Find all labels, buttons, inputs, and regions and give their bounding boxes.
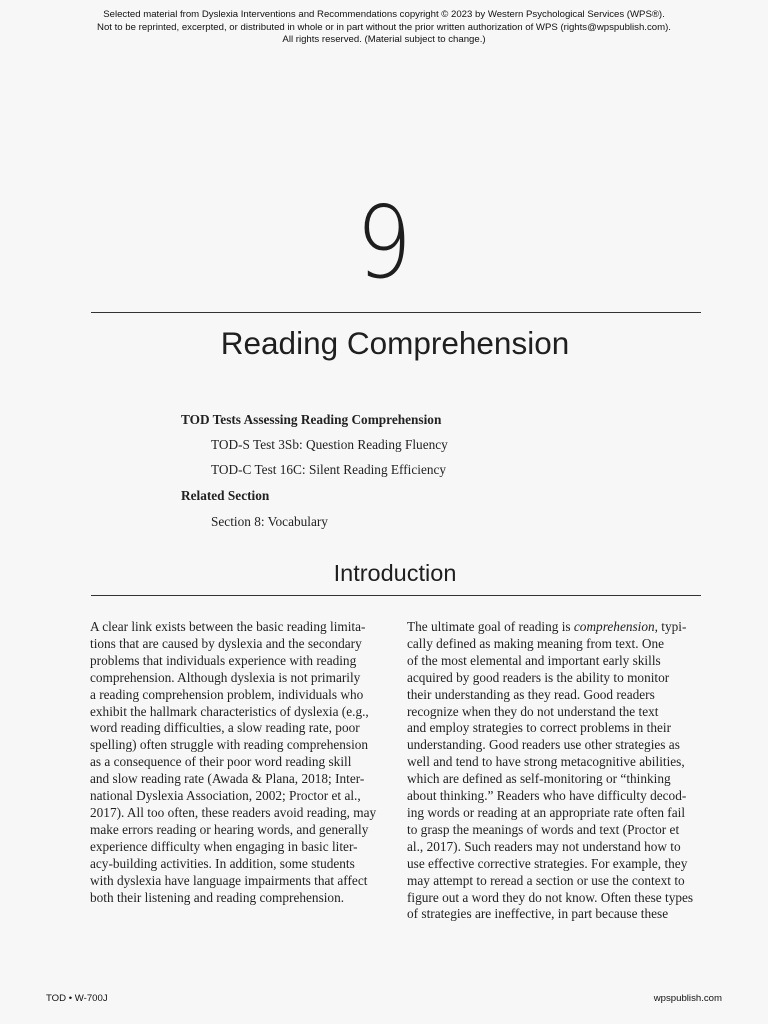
chapter-number: 9 bbox=[356, 184, 412, 301]
footer-product-code: TOD • W-700J bbox=[46, 993, 108, 1004]
body-line: well and tend to have strong metacognitive abilities, bbox=[407, 754, 685, 770]
body-line: ing words or reading at an appropriate rate often fail bbox=[407, 804, 686, 820]
body-line: tions that are caused by dyslexia and the secondary bbox=[90, 635, 362, 651]
body-column-left bbox=[90, 619, 390, 906]
body-line: acy-building activities. In addition, some students bbox=[90, 855, 355, 871]
body-line: their understanding as they read. Good readers bbox=[407, 686, 655, 702]
body-line: which are defined as self-monitoring or “thinking bbox=[407, 771, 671, 787]
copyright-line: Selected material from Dyslexia Interventions and Recommendations copyright © 2023 by Western Psychological Services (WPS®). bbox=[103, 9, 665, 20]
body-line: both their listening and reading comprehension. bbox=[90, 889, 345, 905]
body-line: make errors reading or hearing words, and generally bbox=[90, 821, 369, 837]
body-line: national Dyslexia Association, 2002; Proctor et al., bbox=[90, 788, 361, 804]
body-text: The ultimate goal of reading is bbox=[407, 619, 574, 634]
section-title: Introduction bbox=[333, 560, 457, 586]
body-column-right bbox=[407, 619, 707, 923]
copyright-notice bbox=[0, 9, 768, 47]
body-line: acquired by good readers is the ability to monitor bbox=[407, 669, 670, 685]
body-line: spelling) often struggle with reading comprehension bbox=[90, 737, 369, 753]
body-line: experience difficulty when engaging in basic liter- bbox=[90, 838, 358, 854]
test-item: TOD-S Test 3Sb: Question Reading Fluency bbox=[211, 437, 448, 453]
body-line: use effective corrective strategies. For example, they bbox=[407, 855, 688, 871]
body-line: recognize when they do not understand the text bbox=[407, 703, 659, 719]
body-line: A clear link exists between the basic reading limita- bbox=[90, 619, 366, 634]
body-line: a reading comprehension problem, individuals who bbox=[90, 686, 364, 702]
related-section-heading: Related Section bbox=[181, 487, 270, 503]
body-line: and slow reading rate (Awada & Plana, 2018; Inter- bbox=[90, 771, 365, 787]
body-line: problems that individuals experience with reading bbox=[90, 652, 357, 668]
footer-website-link[interactable]: wpspublish.com bbox=[653, 993, 722, 1004]
copyright-line: All rights reserved. (Material subject to change.) bbox=[282, 34, 486, 46]
body-line: understanding. Good readers use other strategies as bbox=[407, 737, 680, 753]
chapter-title: Reading Comprehension bbox=[220, 325, 570, 361]
title-divider bbox=[91, 312, 701, 313]
body-line: figure out a word they do not know. Often these types bbox=[407, 889, 694, 905]
body-line: cally defined as making meaning from text. One bbox=[407, 635, 664, 651]
related-tests-box bbox=[181, 407, 601, 534]
body-line: word reading difficulties, a slow reading rate, poor bbox=[90, 720, 360, 736]
body-line: may attempt to reread a section or use the context to bbox=[407, 872, 685, 888]
body-line: as a consequence of their poor word reading skill bbox=[90, 754, 352, 770]
body-line: with dyslexia have language impairments that affect bbox=[90, 872, 368, 888]
emphasis-term: comprehension bbox=[573, 619, 655, 634]
body-line: al., 2017). Such readers may not understand how to bbox=[407, 838, 681, 854]
body-line: of the most elemental and important early skills bbox=[407, 652, 661, 668]
related-section-item: Section 8: Vocabulary bbox=[211, 513, 328, 529]
body-line: to grasp the meanings of words and text (Proctor et bbox=[407, 821, 680, 837]
body-line: about thinking.” Readers who have difficulty decod- bbox=[407, 788, 687, 804]
body-line: of strategies are ineffective, in part because these bbox=[407, 906, 669, 922]
body-line-first bbox=[407, 619, 707, 636]
body-line: 2017). All too often, these readers avoid reading, may bbox=[90, 804, 377, 820]
body-line: and employ strategies to correct problems in their bbox=[407, 720, 672, 736]
body-text: , typi- bbox=[654, 619, 687, 634]
section-divider bbox=[91, 595, 701, 596]
body-line: exhibit the hallmark characteristics of dyslexia (e.g., bbox=[90, 703, 369, 719]
test-item: TOD-C Test 16C: Silent Reading Efficiency bbox=[211, 462, 447, 478]
body-line: comprehension. Although dyslexia is not primarily bbox=[90, 669, 361, 685]
copyright-line: Not to be reprinted, excerpted, or distributed in whole or in part without the prior written authorization of WPS (rights@wpspublish.com). bbox=[97, 21, 671, 33]
tests-heading: TOD Tests Assessing Reading Comprehension bbox=[181, 412, 442, 427]
